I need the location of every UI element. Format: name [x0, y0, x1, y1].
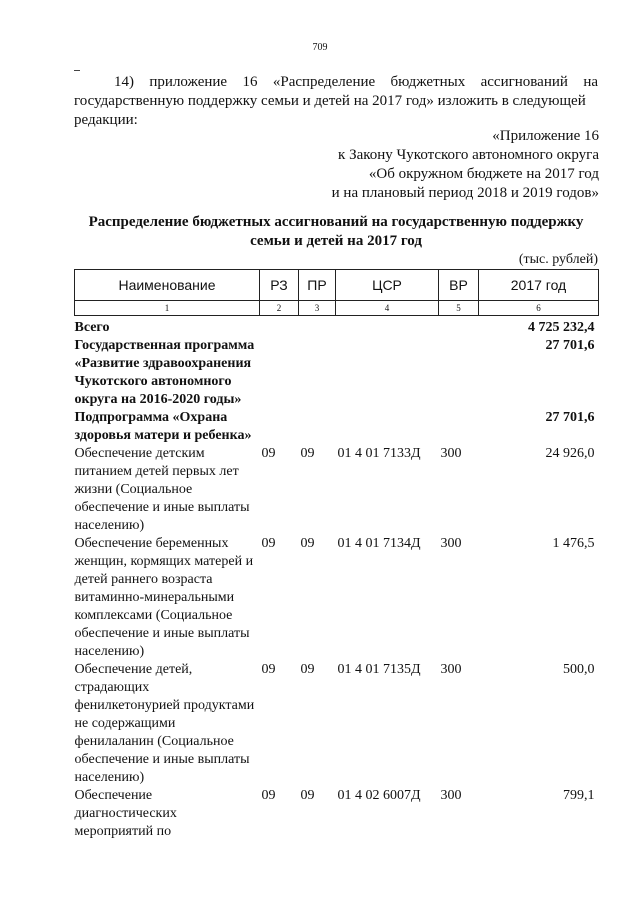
row-csr: 01 4 01 7134Д: [337, 536, 421, 551]
column-header-name: Наименование: [75, 270, 260, 301]
row-pr: 09: [300, 662, 315, 677]
column-header-rz: РЗ: [260, 270, 299, 301]
row-csr: 01 4 01 7135Д: [337, 662, 421, 677]
row-vr: 300: [440, 662, 462, 677]
table-row-total: [75, 316, 599, 338]
row-amount: 4 725 232,4: [528, 320, 595, 335]
row-csr: [336, 316, 439, 338]
column-header-pr: ПР: [299, 270, 336, 301]
row-amount: 27 701,6: [545, 338, 595, 353]
row-rz: 09: [261, 662, 276, 677]
table-row: [75, 661, 599, 787]
column-number: 6: [479, 301, 599, 316]
row-rz: [260, 316, 299, 338]
row-pr: 09: [300, 446, 315, 461]
column-number: 1: [75, 301, 260, 316]
table-row-program: [75, 337, 599, 409]
row-vr: 300: [440, 446, 462, 461]
appendix-line-2: к Закону Чукотского автономного округа: [338, 147, 599, 163]
budget-table: [74, 269, 599, 841]
column-number: 5: [439, 301, 479, 316]
column-number: 3: [299, 301, 336, 316]
row-amount: 24 926,0: [545, 446, 595, 461]
appendix-line-4: и на плановый период 2018 и 2019 годов»: [331, 185, 599, 201]
row-csr: 01 4 01 7133Д: [337, 446, 421, 461]
row-amount: 1 476,5: [552, 536, 595, 551]
table-row: [75, 787, 599, 841]
column-number-row: [75, 301, 599, 316]
row-name: Обеспечение беременных женщин, кормящих матерей и детей раннего возраста витаминно-минеральными комплексами (Социальное обеспечение и иные выплаты населению): [74, 536, 254, 659]
table-title-line-2: семьи и детей на 2017 год: [250, 233, 422, 249]
row-pr: 09: [300, 788, 315, 803]
row-vr: 300: [440, 536, 462, 551]
row-name: Обеспечение диагностических мероприятий по: [74, 788, 177, 839]
intro-line-2: государственную поддержку семьи и детей на 2017 год» изложить в следующей: [74, 93, 586, 109]
row-name: Государственная программа «Развитие здравоохранения Чукотского автономного округа на 2016-2020 годы»: [74, 338, 255, 407]
row-rz: [260, 409, 299, 445]
row-pr: [299, 409, 336, 445]
row-name: Подпрограмма «Охрана здоровья матери и ребенка»: [74, 410, 252, 443]
row-amount: 500,0: [563, 662, 595, 677]
row-amount: 799,1: [563, 788, 595, 803]
table-header-row: [75, 270, 599, 301]
row-name: Всего: [74, 320, 110, 335]
row-pr: 09: [300, 536, 315, 551]
row-name: Обеспечение детей, страдающих фенилкетонурией продуктами не содержащими фенилаланин (Социальное обеспечение и иные выплаты населению): [74, 662, 255, 785]
column-header-vr: ВР: [439, 270, 479, 301]
row-pr: [299, 316, 336, 338]
row-vr: [439, 409, 479, 445]
row-csr: 01 4 02 6007Д: [337, 788, 421, 803]
row-vr: [439, 337, 479, 409]
row-vr: 300: [440, 788, 462, 803]
column-number: 4: [336, 301, 439, 316]
row-rz: 09: [261, 536, 276, 551]
appendix-line-3: «Об окружном бюджете на 2017 год: [368, 166, 599, 182]
row-pr: [299, 337, 336, 409]
row-csr: [336, 409, 439, 445]
row-rz: [260, 337, 299, 409]
row-csr: [336, 337, 439, 409]
table-row: [75, 535, 599, 661]
row-rz: 09: [261, 446, 276, 461]
units-label: (тыс. рублей): [518, 252, 598, 267]
page-number: 709: [312, 42, 328, 53]
intro-line-3: редакции:: [74, 112, 138, 128]
table-row-subprogram: [75, 409, 599, 445]
row-rz: 09: [261, 788, 276, 803]
margin-mark: [74, 70, 80, 71]
row-name: Обеспечение детским питанием детей первых лет жизни (Социальное обеспечение и иные выплаты населению): [74, 446, 250, 533]
appendix-heading: [199, 127, 599, 203]
table-title-line-1: Распределение бюджетных ассигнований на государственную поддержку: [88, 214, 584, 230]
column-header-year: 2017 год: [479, 270, 599, 301]
table-row: [75, 445, 599, 535]
appendix-line-1: «Приложение 16: [492, 128, 599, 144]
column-number: 2: [260, 301, 299, 316]
intro-line-1: 14) приложение 16 «Распределение бюджетных ассигнований на: [114, 74, 598, 90]
row-amount: 27 701,6: [545, 410, 595, 425]
table-title: [74, 213, 598, 251]
row-vr: [439, 316, 479, 338]
intro-paragraph: [74, 73, 598, 130]
column-header-csr: ЦСР: [336, 270, 439, 301]
